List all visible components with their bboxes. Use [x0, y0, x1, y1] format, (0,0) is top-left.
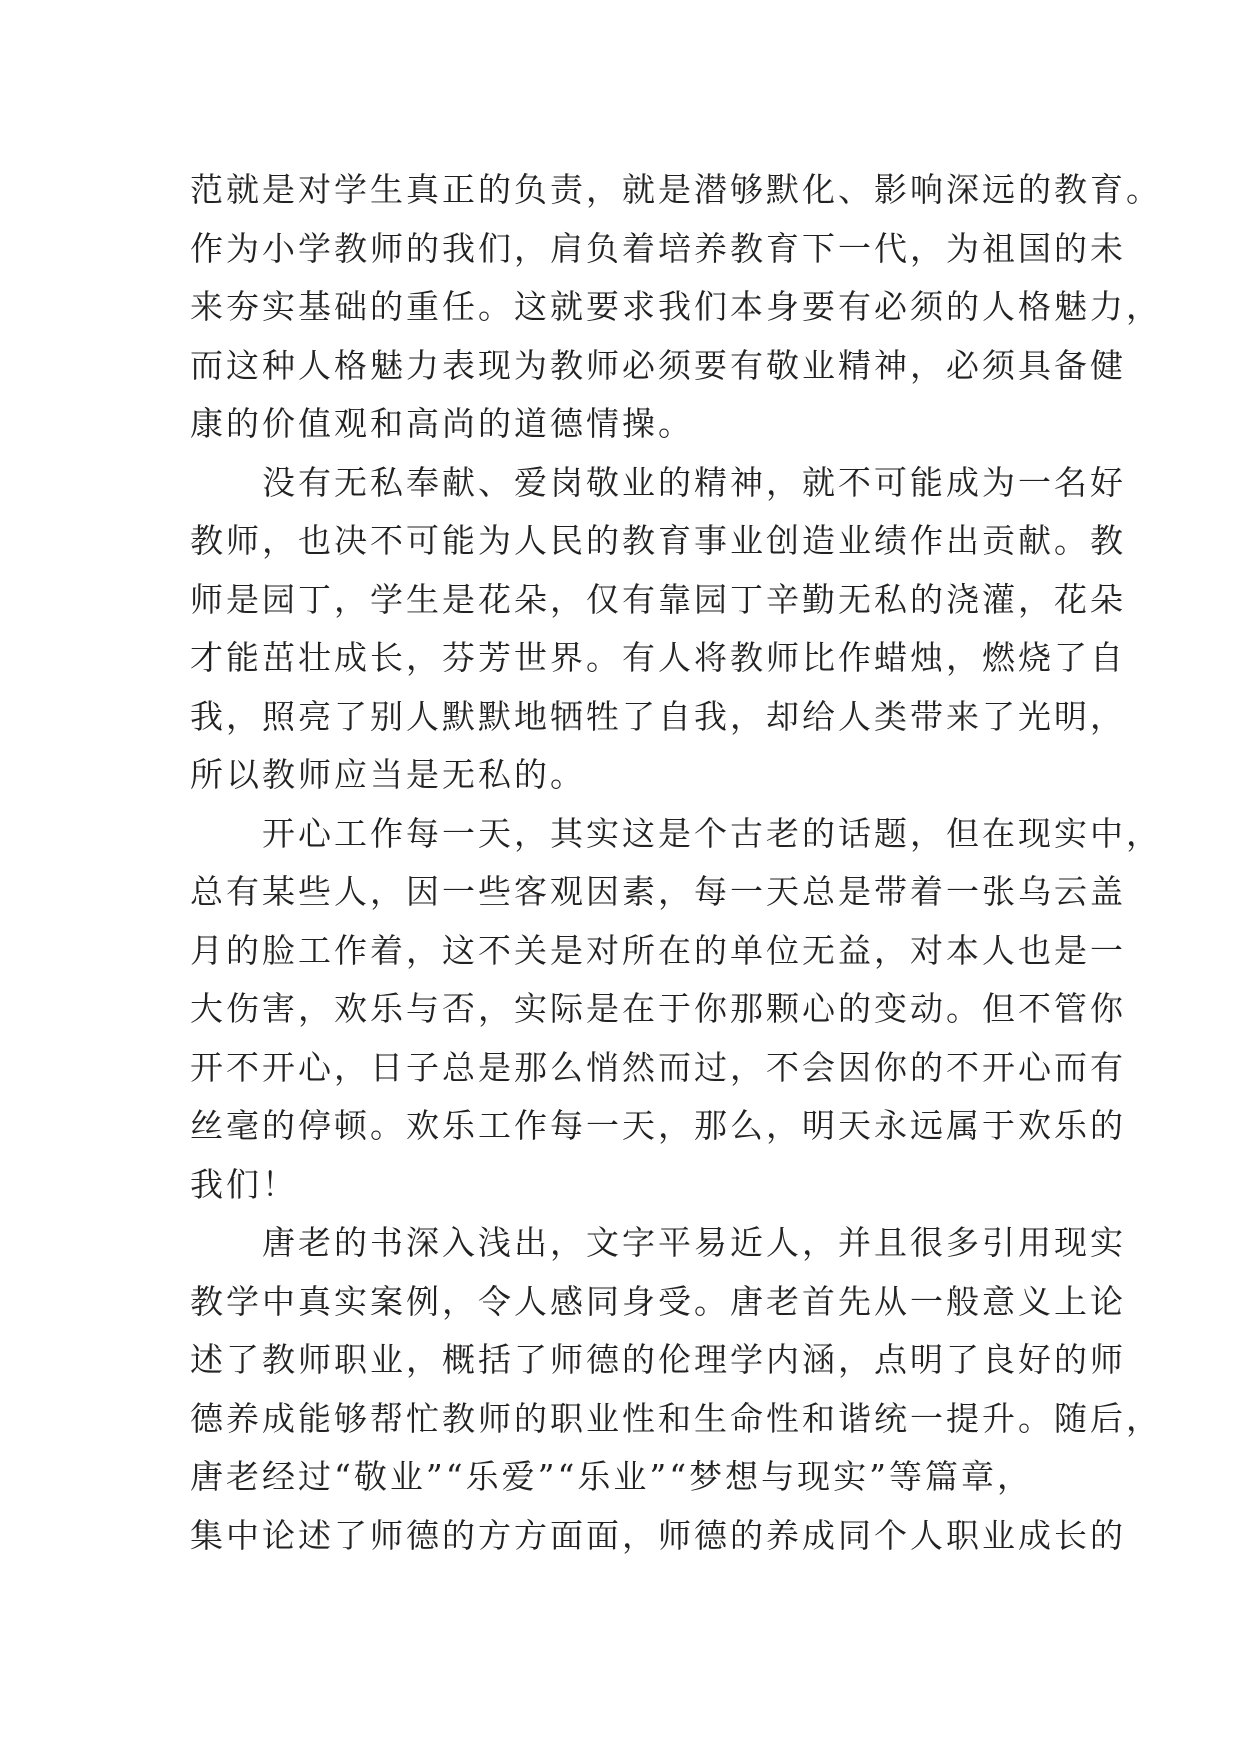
text-line: 唐老经过“敬业”“乐爱”“乐业”“梦想与现实”等篇章，: [190, 1457, 1033, 1496]
text-line: 大伤害，欢乐与否，实际是在于你那颗心的变动。但不管你: [190, 989, 1126, 1028]
text-line: 丝毫的停顿。欢乐工作每一天，那么，明天永远属于欢乐的: [190, 1106, 1126, 1145]
text-line: 集中论述了师德的方方面面，师德的养成同个人职业成长的: [190, 1515, 1126, 1555]
text-line: 我，照亮了别人默默地牺牲了自我，却给人类带来了光明，: [190, 696, 1126, 736]
text-line: 范就是对学生真正的负责，就是潜够默化、影响深远的教育。: [190, 170, 1162, 209]
text-line: 师是园丁，学生是花朵，仅有靠园丁辛勤无私的浇灌，花朵: [190, 579, 1126, 619]
paragraph-start-line: 没有无私奉献、爱岗敬业的精神，就不可能成为一名好: [262, 462, 1126, 502]
text-line: 月的脸工作着，这不关是对所在的单位无益，对本人也是一: [190, 930, 1126, 970]
text-line: 述了教师职业，概括了师德的伦理学内涵，点明了良好的师: [190, 1340, 1126, 1379]
text-line: 总有某些人，因一些客观因素，每一天总是带着一张乌云盖: [190, 872, 1126, 911]
text-line: 开不开心，日子总是那么悄然而过，不会因你的不开心而有: [190, 1047, 1126, 1087]
text-line: 我们！: [190, 1164, 298, 1204]
text-line: 所以教师应当是无私的。: [190, 755, 586, 794]
text-line: 康的价值观和高尚的道德情操。: [190, 404, 694, 443]
paragraph-start-line: 开心工作每一天，其实这是个古老的话题，但在现实中，: [262, 813, 1162, 853]
body-text: [190, 161, 1162, 1565]
text-line: 德养成能够帮忙教师的职业性和生命性和谐统一提升。随后，: [190, 1398, 1162, 1438]
text-line: 才能茁壮成长，芬芳世界。有人将教师比作蜡烛，燃烧了自: [190, 638, 1126, 677]
text-line: 教学中真实案例，令人感同身受。唐老首先从一般意义上论: [190, 1281, 1126, 1321]
text-line: 来夯实基础的重任。这就要求我们本身要有必须的人格魅力，: [190, 287, 1162, 326]
paragraph-start-line: 唐老的书深入浅出，文字平易近人，并且很多引用现实: [262, 1223, 1126, 1262]
text-line: 作为小学教师的我们，肩负着培养教育下一代，为祖国的未: [190, 228, 1126, 268]
text-line: 教师，也决不可能为人民的教育事业创造业绩作出贡献。教: [190, 521, 1126, 560]
text-line: 而这种人格魅力表现为教师必须要有敬业精神，必须具备健: [190, 345, 1126, 385]
